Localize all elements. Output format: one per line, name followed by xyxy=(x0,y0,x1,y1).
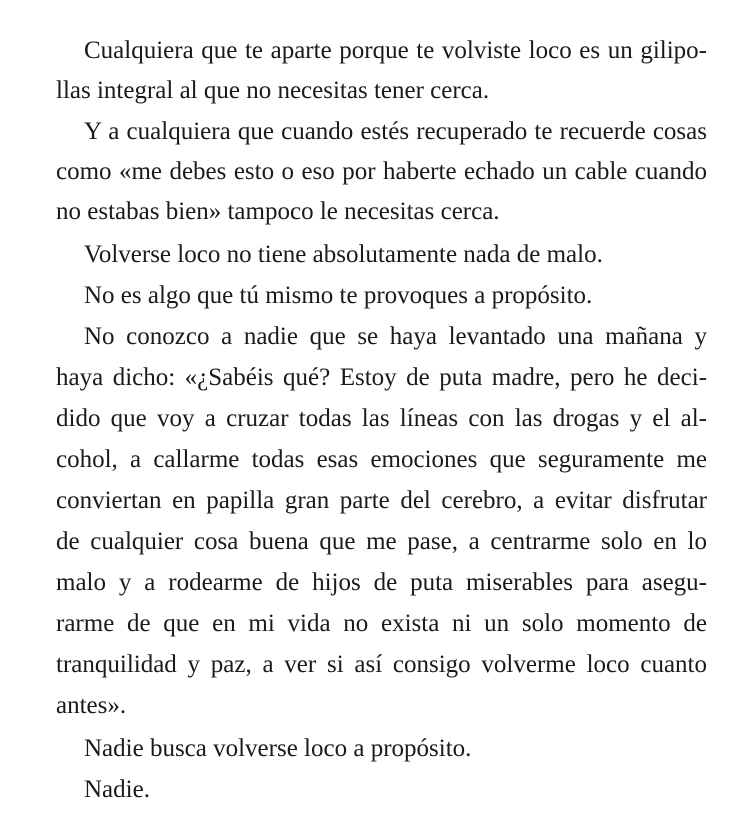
text-line: Nadie busca volverse loco a propósito. xyxy=(84,735,472,762)
text-line: como «me debes esto o eso por haberte echado un cable cuando xyxy=(56,158,707,185)
text-line: No es algo que tú mismo te provoques a propósito. xyxy=(84,282,593,309)
text-line: de cualquier cosa buena que me pase, a centrarme solo en lo xyxy=(56,528,707,555)
text-line: tranquilidad y paz, a ver si así consigo volverme loco cuanto xyxy=(56,651,707,678)
text-line: dido que voy a cruzar todas las líneas con las drogas y el al- xyxy=(56,405,707,432)
text-line: Volverse loco no tiene absolutamente nada de malo. xyxy=(84,241,603,268)
text-line: rarme de que en mi vida no exista ni un solo momento de xyxy=(56,610,707,637)
text-line: llas integral al que no necesitas tener cerca. xyxy=(56,77,490,104)
text-line: conviertan en papilla gran parte del cerebro, a evitar disfrutar xyxy=(56,487,707,514)
text-line: haya dicho: «¿Sabéis qué? Estoy de puta madre, pero he deci- xyxy=(56,364,707,391)
text-line: Cualquiera que te aparte porque te volviste loco es un gilipo- xyxy=(84,37,707,64)
text-line: No conozco a nadie que se haya levantado una mañana y xyxy=(84,323,707,350)
text-line: malo y a rodearme de hijos de puta miserables para asegu- xyxy=(56,569,707,596)
text-line: cohol, a callarme todas esas emociones que seguramente me xyxy=(56,446,707,473)
text-line: Y a cualquiera que cuando estés recuperado te recuerde cosas xyxy=(84,118,707,145)
text-line: no estabas bien» tampoco le necesitas cerca. xyxy=(56,198,500,225)
text-line: Nadie. xyxy=(84,776,150,803)
text-line: antes». xyxy=(56,692,127,719)
